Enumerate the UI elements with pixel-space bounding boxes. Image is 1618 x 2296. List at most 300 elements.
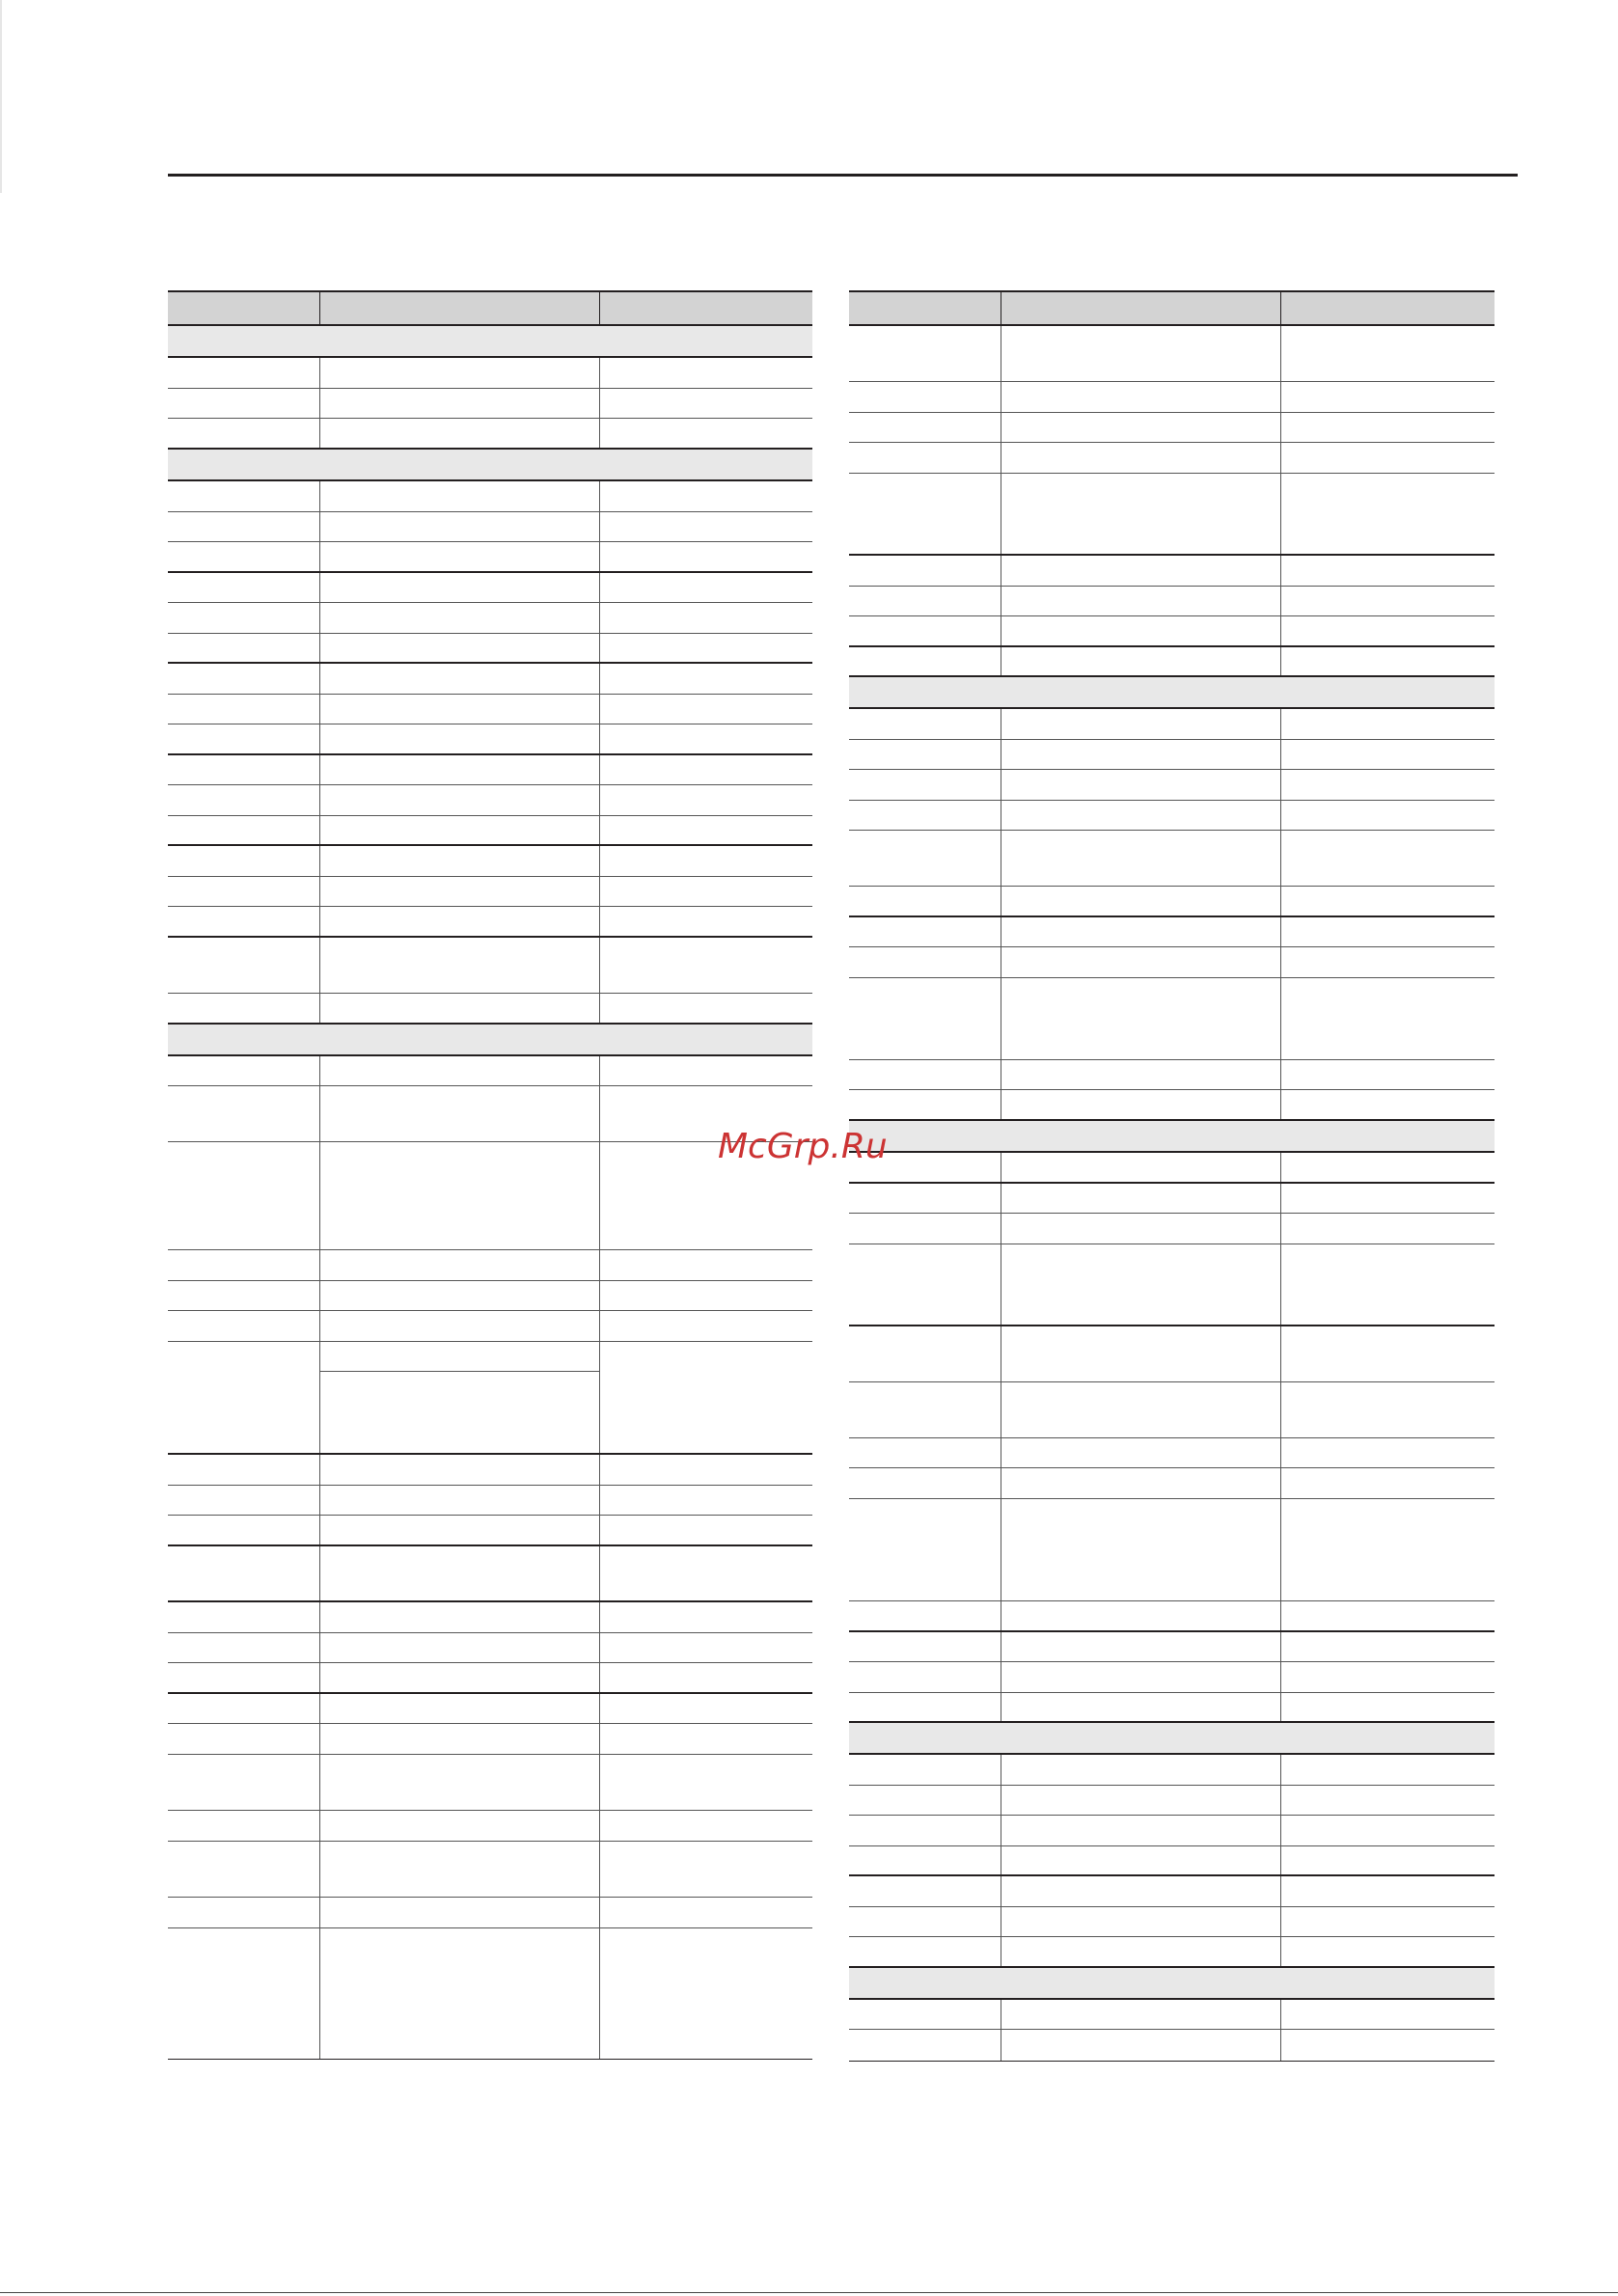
table-cell <box>849 443 1001 473</box>
table-cell <box>1281 1499 1495 1600</box>
table-cell <box>320 785 600 815</box>
table-cell <box>1001 1937 1281 1966</box>
table-cell <box>168 1546 320 1600</box>
table-cell <box>168 1898 320 1927</box>
table-cell <box>849 1693 1001 1721</box>
table-row <box>168 419 812 450</box>
table-cell <box>849 770 1001 800</box>
table-cell <box>320 1898 600 1927</box>
table-cell <box>168 634 320 662</box>
table-cell <box>1001 1816 1281 1845</box>
table-row <box>168 1694 812 1724</box>
table-cell <box>320 481 600 511</box>
table-cell <box>849 978 1001 1059</box>
table-cell <box>849 1755 1001 1785</box>
table-row <box>168 1086 812 1142</box>
table-cell <box>849 917 1001 946</box>
table-cell <box>1001 474 1281 554</box>
table-cell <box>1001 1326 1281 1381</box>
table-cell <box>1281 887 1495 916</box>
table-cell <box>600 1633 812 1662</box>
table-cell <box>1281 831 1495 886</box>
table-cell <box>600 1811 812 1841</box>
table-cell <box>1001 1662 1281 1692</box>
table-cell <box>600 724 812 753</box>
table-cell <box>600 573 812 602</box>
table-cell <box>1281 1244 1495 1325</box>
page-edge-mark <box>0 0 2 193</box>
table-cell <box>600 877 812 906</box>
table-cell <box>849 1184 1001 1213</box>
table-cell <box>320 634 600 662</box>
table-row <box>168 1928 812 2059</box>
table-cell <box>1001 382 1281 412</box>
table-cell <box>1281 1468 1495 1498</box>
table-row <box>849 1601 1495 1632</box>
table-row <box>168 1811 812 1842</box>
table-cell <box>168 603 320 633</box>
table-row <box>849 1244 1495 1326</box>
table-cell <box>1281 1755 1495 1785</box>
table-row <box>168 1142 812 1250</box>
table-cell <box>1281 947 1495 977</box>
header-cell <box>1281 292 1495 324</box>
table-cell <box>168 695 320 724</box>
table-cell <box>600 1281 812 1310</box>
table-cell <box>849 1662 1001 1692</box>
table-cell <box>600 994 812 1023</box>
table-cell <box>320 724 600 753</box>
table-cell <box>600 816 812 844</box>
table-cell <box>320 573 600 602</box>
table-cell <box>168 1486 320 1515</box>
table-cell <box>1281 382 1495 412</box>
table-cell <box>849 1816 1001 1845</box>
table-row <box>168 542 812 573</box>
table-cell <box>320 938 600 993</box>
table-cell <box>849 1438 1001 1467</box>
table-cell <box>600 1928 812 2059</box>
table-cell <box>1001 801 1281 830</box>
table-cell <box>849 831 1001 886</box>
table-cell <box>1281 917 1495 946</box>
table-cell <box>168 1516 320 1544</box>
table-cell <box>600 695 812 724</box>
table-cell <box>320 816 600 844</box>
table-cell <box>600 1056 812 1085</box>
table-row <box>849 616 1495 647</box>
table-cell <box>849 1846 1001 1874</box>
table-row <box>849 801 1495 831</box>
table-cell <box>1001 1601 1281 1630</box>
table-cell <box>1281 1153 1495 1182</box>
table-cell <box>168 1281 320 1310</box>
table-cell <box>1001 443 1281 473</box>
table-cell <box>1281 326 1495 381</box>
table-row <box>168 1516 812 1546</box>
table-row <box>849 1693 1495 1723</box>
table-cell <box>1001 1214 1281 1244</box>
table-cell <box>320 419 600 448</box>
table-cell <box>1001 587 1281 615</box>
table-cell <box>1001 1876 1281 1906</box>
table-cell <box>320 695 600 724</box>
table-cell <box>1281 1816 1495 1845</box>
table-row <box>849 1499 1495 1601</box>
table-cell <box>849 1907 1001 1936</box>
table-cell <box>600 846 812 876</box>
table-cell <box>1001 1755 1281 1785</box>
table-cell <box>1001 947 1281 977</box>
table-row <box>168 481 812 512</box>
table-cell <box>849 1601 1001 1630</box>
table-cell <box>1001 887 1281 916</box>
table-cell <box>168 877 320 906</box>
table-cell <box>168 481 320 511</box>
table-cell <box>320 542 600 571</box>
header-cell <box>320 292 600 324</box>
table-cell <box>1281 1326 1495 1381</box>
table-cell <box>849 647 1001 675</box>
table-cell <box>168 1928 320 2059</box>
table-cell <box>1001 556 1281 586</box>
table-cell <box>1001 1632 1281 1661</box>
table-row <box>168 389 812 419</box>
table-cell <box>600 1486 812 1515</box>
table-cell <box>849 326 1001 381</box>
table-cell <box>849 587 1001 615</box>
table-cell <box>320 1455 600 1485</box>
table-cell <box>1001 2030 1281 2061</box>
table-cell <box>849 947 1001 977</box>
table-cell <box>600 907 812 936</box>
table-cell <box>600 1842 812 1897</box>
table-row <box>168 358 812 389</box>
table-cell <box>320 846 600 876</box>
table-cell <box>1001 1184 1281 1213</box>
table-cell <box>168 994 320 1023</box>
table-row <box>849 413 1495 443</box>
table-row <box>168 634 812 664</box>
table-cell <box>168 846 320 876</box>
table-cell <box>1281 2000 1495 2029</box>
section-row <box>849 1968 1495 2000</box>
table-cell <box>320 907 600 936</box>
table-row <box>849 1907 1495 1937</box>
table-cell <box>1281 587 1495 615</box>
table-cell <box>320 1842 600 1897</box>
table-cell <box>600 1250 812 1280</box>
table-cell <box>168 389 320 418</box>
header-cell <box>849 292 1001 324</box>
table-row <box>849 831 1495 887</box>
table-cell <box>600 1311 812 1341</box>
table-cell <box>1001 1499 1281 1600</box>
table-row <box>168 1842 812 1898</box>
table-cell <box>1001 1244 1281 1325</box>
table-cell <box>1001 1468 1281 1498</box>
table-cell <box>320 1694 600 1723</box>
table-row <box>849 1876 1495 1907</box>
table-row <box>168 512 812 542</box>
table-cell <box>1001 1438 1281 1467</box>
table-cell <box>1281 1876 1495 1906</box>
table-cell <box>168 573 320 602</box>
table-cell <box>168 1811 320 1841</box>
table-row <box>168 877 812 907</box>
table-row <box>849 443 1495 474</box>
table-row <box>849 1153 1495 1184</box>
table-cell <box>168 1311 320 1341</box>
table-cell <box>320 1281 600 1310</box>
table-cell <box>320 994 600 1023</box>
table-cell <box>600 512 812 541</box>
table-row <box>849 1326 1495 1382</box>
table-cell <box>849 1499 1001 1600</box>
table-cell <box>320 877 600 906</box>
table-row <box>168 994 812 1025</box>
table-cell <box>1001 978 1281 1059</box>
table-cell <box>849 2000 1001 2029</box>
table-cell <box>1001 709 1281 739</box>
table-cell <box>1001 1153 1281 1182</box>
table-cell <box>320 1056 600 1085</box>
table-cell <box>168 1724 320 1754</box>
table-cell <box>320 1724 600 1754</box>
table-row <box>168 1663 812 1694</box>
table-cell <box>849 474 1001 554</box>
table-cell <box>1001 1846 1281 1874</box>
table-cell <box>1001 1786 1281 1815</box>
table-cell <box>600 755 812 784</box>
table-row <box>168 1633 812 1663</box>
table-cell <box>1281 709 1495 739</box>
table-cell <box>320 755 600 784</box>
table-cell <box>1281 978 1495 1059</box>
table-cell <box>1281 770 1495 800</box>
table-cell <box>1281 740 1495 769</box>
table-row <box>168 603 812 634</box>
table-row <box>168 1546 812 1602</box>
section-row <box>849 1723 1495 1755</box>
table-cell <box>320 664 600 694</box>
table-row <box>168 1455 812 1486</box>
table-cell <box>1001 647 1281 675</box>
table-cell <box>600 1898 812 1927</box>
table-cell <box>168 358 320 388</box>
table-row <box>849 1184 1495 1214</box>
section-row <box>849 677 1495 709</box>
table-cell <box>849 709 1001 739</box>
table-row <box>849 917 1495 947</box>
table-cell <box>1001 1693 1281 1721</box>
table-cell <box>320 1546 600 1600</box>
table-row <box>849 2000 1495 2030</box>
table-cell <box>1281 616 1495 645</box>
table-row <box>849 1816 1495 1846</box>
table-cell <box>849 1382 1001 1437</box>
table-cell <box>1281 1601 1495 1630</box>
table-cell <box>1281 1786 1495 1815</box>
table-cell <box>600 603 812 633</box>
table-row <box>168 938 812 994</box>
watermark: McGrp.Ru <box>718 1127 888 1166</box>
table-cell <box>600 1516 812 1544</box>
table-cell <box>849 740 1001 769</box>
table-row <box>168 1056 812 1086</box>
table-cell <box>168 1056 320 1085</box>
table-row <box>849 947 1495 978</box>
table-row <box>849 770 1495 801</box>
table-cell <box>320 1342 600 1453</box>
table-row <box>849 382 1495 413</box>
table-row <box>168 755 812 785</box>
table-row <box>849 1468 1495 1499</box>
table-cell <box>1281 2030 1495 2061</box>
table-cell <box>168 938 320 993</box>
table-cell <box>1281 1846 1495 1874</box>
table-cell <box>1281 1214 1495 1244</box>
table-header <box>168 290 812 326</box>
table-row <box>849 1090 1495 1121</box>
table-cell <box>1281 1184 1495 1213</box>
table-row <box>849 709 1495 740</box>
table-cell <box>600 785 812 815</box>
table-cell <box>600 1546 812 1600</box>
section-row <box>168 326 812 358</box>
table-cell <box>849 2030 1001 2061</box>
table-row <box>168 785 812 816</box>
section-row <box>168 450 812 481</box>
table-cell <box>1001 616 1281 645</box>
table-cell <box>1281 1632 1495 1661</box>
section-row <box>849 1121 1495 1153</box>
header-rule <box>168 174 1518 177</box>
table-cell <box>168 1602 320 1632</box>
table-cell <box>1281 647 1495 675</box>
table-cell <box>1001 1382 1281 1437</box>
table-cell <box>320 389 600 418</box>
table-cell <box>600 358 812 388</box>
table-cell <box>849 1786 1001 1815</box>
table-row <box>168 846 812 877</box>
table-cell <box>600 389 812 418</box>
table-cell <box>1001 326 1281 381</box>
table-cell <box>849 1244 1001 1325</box>
table-cell <box>168 785 320 815</box>
table-cell <box>1281 1662 1495 1692</box>
table-cell <box>168 816 320 844</box>
table-cell <box>320 1250 600 1280</box>
table-cell <box>849 1632 1001 1661</box>
table-cell <box>849 1937 1001 1966</box>
table-cell <box>600 1602 812 1632</box>
table-cell <box>320 1811 600 1841</box>
table-cell <box>320 358 600 388</box>
table-cell <box>600 1455 812 1485</box>
table-cell <box>320 1086 600 1141</box>
table-row <box>849 1937 1495 1968</box>
table-cell <box>600 1755 812 1810</box>
table-cell <box>1281 1907 1495 1936</box>
table-row <box>849 1060 1495 1090</box>
table-cell <box>1281 801 1495 830</box>
table-cell <box>849 1060 1001 1089</box>
table-cell <box>600 1694 812 1723</box>
table-row <box>168 1311 812 1342</box>
section-row <box>168 1025 812 1056</box>
table-cell <box>168 542 320 571</box>
table-row <box>849 887 1495 917</box>
table-cell <box>168 1755 320 1810</box>
table-cell <box>849 1214 1001 1244</box>
table-cell <box>1001 740 1281 769</box>
table-cell <box>600 1342 812 1453</box>
table-row <box>849 1632 1495 1662</box>
table-cell <box>1001 1907 1281 1936</box>
table-cell <box>849 1090 1001 1119</box>
table-cell <box>600 481 812 511</box>
table-cell <box>168 1250 320 1280</box>
table-cell <box>600 664 812 694</box>
table-row <box>849 1214 1495 1244</box>
table-cell <box>600 938 812 993</box>
table-cell <box>849 556 1001 586</box>
table-cell <box>849 1876 1001 1906</box>
table-cell <box>1001 1060 1281 1089</box>
table-cell <box>1281 474 1495 554</box>
header-cell <box>600 292 812 324</box>
table-cell <box>1001 413 1281 442</box>
table-cell <box>168 1663 320 1692</box>
table-row <box>168 1342 812 1455</box>
table-cell <box>320 1486 600 1515</box>
table-cell <box>320 1602 600 1632</box>
table-cell <box>1001 917 1281 946</box>
table-cell <box>168 755 320 784</box>
table-cell <box>168 1633 320 1662</box>
table-cell <box>1281 1060 1495 1089</box>
table-row <box>849 326 1495 382</box>
table-cell <box>320 1633 600 1662</box>
table-header <box>849 290 1495 326</box>
table-row <box>168 664 812 695</box>
table-cell <box>849 382 1001 412</box>
table-row <box>849 2030 1495 2061</box>
table-cell <box>1001 770 1281 800</box>
table-row <box>168 573 812 603</box>
table-row <box>168 1898 812 1928</box>
table-row <box>849 647 1495 677</box>
table-cell <box>849 1468 1001 1498</box>
table-row <box>168 724 812 755</box>
table-cell <box>600 1663 812 1692</box>
table-row <box>849 978 1495 1060</box>
table-cell <box>168 1342 320 1453</box>
table-cell <box>1281 556 1495 586</box>
table-cell <box>849 1326 1001 1381</box>
table-row <box>849 1846 1495 1876</box>
table-cell <box>1001 831 1281 886</box>
table-cell <box>320 1516 600 1544</box>
table-cell <box>1281 1438 1495 1467</box>
table-row <box>168 816 812 846</box>
table-cell <box>168 1142 320 1249</box>
table-cell <box>168 724 320 753</box>
table-row <box>849 1382 1495 1438</box>
table-row <box>168 907 812 938</box>
table-cell <box>1281 1090 1495 1119</box>
